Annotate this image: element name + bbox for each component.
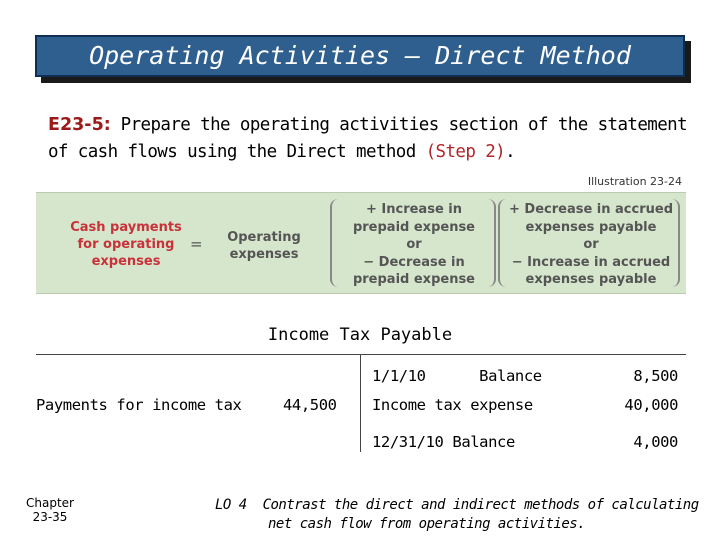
t-account-debit-amount: 44,500 — [283, 396, 337, 414]
right-brace — [670, 199, 680, 287]
formula-group-line: expenses payable — [525, 272, 657, 287]
right-brace — [486, 199, 496, 287]
formula-middle-line: Operating — [227, 230, 301, 245]
formula-left-term — [56, 219, 196, 270]
t-account-credit-label: 12/31/10 Balance — [372, 433, 515, 451]
formula-left-line: expenses — [91, 254, 161, 269]
exercise-end: . — [505, 142, 516, 162]
formula-left-line: for operating — [77, 237, 175, 252]
t-account-horizontal-line — [36, 354, 686, 355]
t-account-credit-amount: 4,000 — [633, 433, 678, 451]
formula-group-line: + Decrease in accrued — [508, 202, 674, 217]
formula-group-line: prepaid expense — [352, 219, 476, 235]
t-account-debit-label: Payments for income tax — [36, 396, 242, 414]
slide-title: Operating Activities — Direct Method — [89, 41, 631, 70]
chapter-word: Chapter — [26, 496, 74, 510]
formula-left-line: Cash payments — [70, 220, 182, 235]
t-account-title: Income Tax Payable — [267, 325, 453, 345]
formula-prepaid-group — [334, 201, 494, 289]
formula-group-line: prepaid expense — [352, 272, 476, 287]
formula-group-line: or — [406, 237, 422, 252]
formula-group-line: or — [583, 237, 599, 252]
t-account-credit-amount: 40,000 — [624, 396, 678, 414]
formula-equals: = — [190, 235, 203, 253]
t-account-credit-amount: 8,500 — [633, 367, 678, 385]
exercise-id: E23-5: — [48, 115, 111, 135]
formula-group-line: − Increase in accrued — [511, 254, 671, 270]
formula-group-line: expenses payable — [525, 219, 657, 235]
learning-objective-line: LO 4 Contrast the direct and indirect methods of calculating — [215, 497, 699, 513]
t-account-credit-label: 1/1/10 Balance — [372, 367, 542, 385]
title-bar — [35, 35, 685, 77]
exercise-step: (Step 2) — [425, 142, 506, 162]
t-account-credit-label: Income tax expense — [372, 396, 533, 414]
illustration-reference: Illustration 23-24 — [587, 175, 682, 188]
t-account-vertical-line — [360, 354, 361, 452]
formula-middle-line: expenses — [229, 247, 299, 262]
formula-group-line: + Increase in — [365, 202, 462, 217]
formula-operating-expenses — [224, 229, 304, 263]
learning-objective-line: net cash flow from operating activities. — [268, 516, 586, 532]
chapter-label — [20, 496, 80, 524]
chapter-page: 23-35 — [32, 510, 68, 524]
formula-group-line: − Decrease in — [363, 254, 465, 270]
exercise-text — [48, 112, 698, 166]
formula-accrued-group — [506, 201, 676, 289]
learning-objective — [215, 496, 715, 534]
illustration-formula — [36, 192, 686, 294]
exercise-body: Prepare the operating activities section of the statement of cash flows using the Direct method — [48, 115, 688, 162]
